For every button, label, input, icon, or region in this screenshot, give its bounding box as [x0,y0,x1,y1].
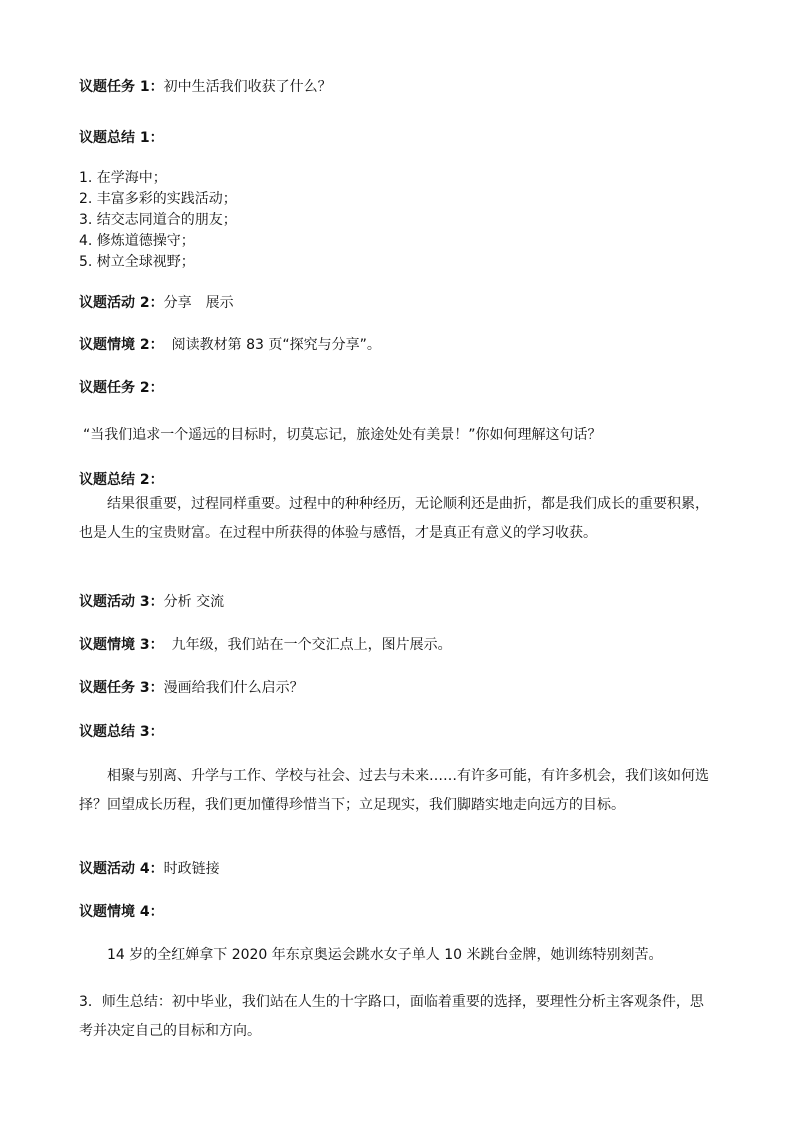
activity4-line [79,859,220,879]
situation2-label: 议题情境 2： [79,337,164,353]
situation4-label: 议题情境 4： [79,904,164,920]
situation2-line [79,335,381,355]
activity4-text: 时政链接 [163,861,220,877]
summary2-label: 议题总结 2： [79,472,164,488]
activity3-line [79,592,224,612]
activity3-label: 议题活动 3： [79,594,164,610]
task3-text: 漫画给我们什么启示？ [163,680,304,696]
summary3-line [79,722,164,742]
activity2-label: 议题活动 2： [79,295,164,311]
list1-item-5: 5. 树立全球视野； [79,254,195,270]
situation3-label: 议题情境 3： [79,637,164,653]
task1-line [79,77,332,97]
activity4-label: 议题活动 4： [79,861,164,877]
situation3-line [79,635,452,655]
situation4-text: 14 岁的全红婵拿下 2020 年东京奥运会跳水女子单人 10 米跳台金牌，她训练特别刻苦。 [107,947,663,963]
activity2-line [79,293,234,313]
situation2-text: 阅读教材第 83 页“探究与分享”。 [171,337,381,353]
summary1-line [79,128,164,148]
task1-text: 初中生活我们收获了什么？ [163,79,332,95]
summary3-paragraph: 相聚与别离、升学与工作、学校与社会、过去与未来……有许多可能，有许多机会，我们该如何选择？回望成长历程，我们更加懂得珍惜当下；立足现实，我们脚踏实地走向远方的目标。 [79,768,709,813]
list1-item-1: 1. 在学海中； [79,170,167,186]
summary1-label: 议题总结 1： [79,130,164,146]
task2-label: 议题任务 2： [79,380,164,396]
task3-line [79,678,304,698]
activity2-text: 分享 展示 [163,295,234,311]
list1-item-2: 2. 丰富多彩的实践活动； [79,191,237,207]
situation3-text: 九年级，我们站在一个交汇点上，图片展示。 [171,637,452,653]
list1-item-3: 3. 结交志同道合的朋友； [79,212,237,228]
task3-label: 议题任务 3： [79,680,164,696]
activity3-text: 分析 交流 [163,594,225,610]
list1-item-4: 4. 修炼道德操守； [79,233,195,249]
situation4-line [79,902,164,922]
summary3-label: 议题总结 3： [79,724,164,740]
summary2-paragraph: 结果很重要，过程同样重要。过程中的种种经历，无论顺利还是曲折，都是我们成长的重要积累，也是人生的宝贵财富。在过程中所获得的体验与感悟，才是真正有意义的学习收获。 [79,496,709,541]
teacher-student-conclusion: 3．师生总结：初中毕业，我们站在人生的十字路口，面临着重要的选择，要理性分析主客观条件，思考并决定自己的目标和方向。 [79,994,704,1039]
quote2: “当我们追求一个遥远的目标时，切莫忘记，旅途处处有美景！”你如何理解这句话？ [83,427,602,443]
task1-label: 议题任务 1： [79,79,164,95]
task2-line [79,378,164,398]
summary2-line [79,470,164,490]
